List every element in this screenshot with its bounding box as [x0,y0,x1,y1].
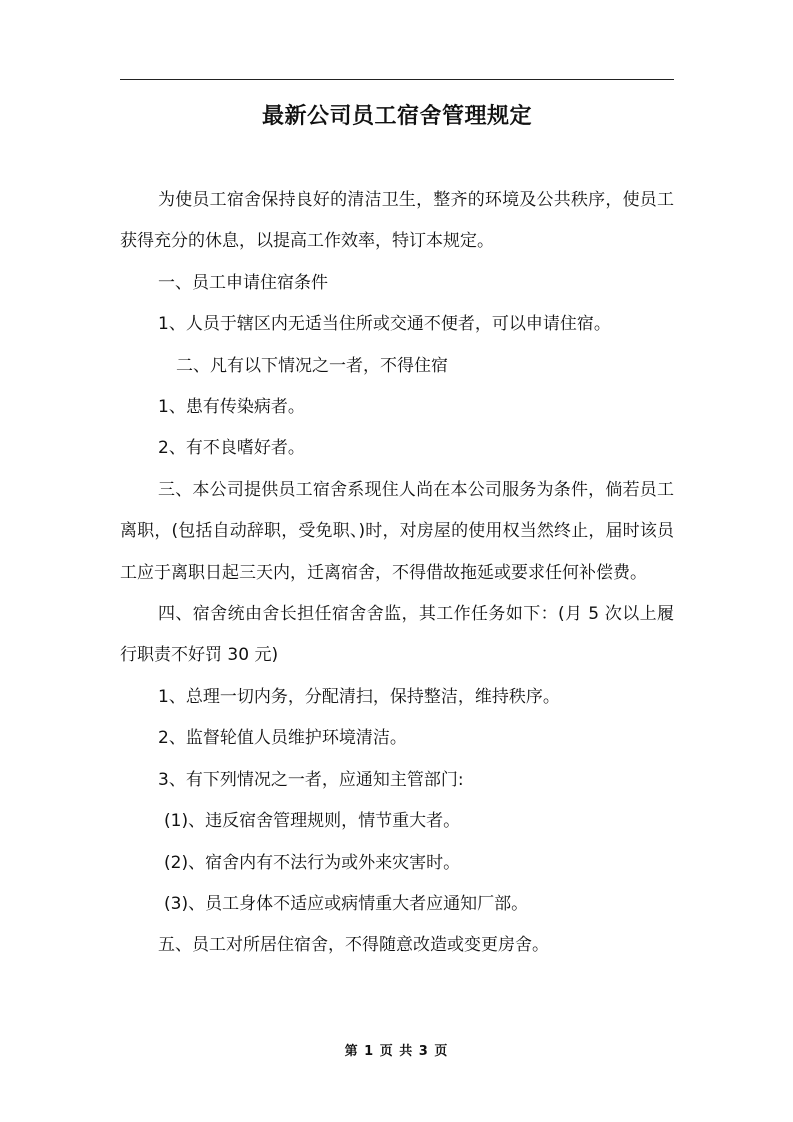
section-heading-2: 二、凡有以下情况之一者，不得住宿 [176,355,448,376]
list-item: 3、有下列情况之一者，应通知主管部门: [158,769,464,790]
section-heading-1: 一、员工申请住宿条件 [158,272,328,293]
sub-list-item: (2)、宿舍内有不法行为或外来灾害时。 [164,852,461,873]
section-paragraph-3: 三、本公司提供员工宿舍系现住人尚在本公司服务为条件，倘若员工离职，(包括自动辞职，受免职、)时，对房屋的使用权当然终止，届时该员工应于离职日起三天内，迁离宿舍，不得借故拖延或要求任何补偿费。 [120,479,674,583]
page-number: 第 1 页 共 3 页 [344,1044,449,1059]
list-item: 1、患有传染病者。 [158,397,305,418]
sub-list-item: (1)、违反宿舍管理规则，情节重大者。 [164,811,461,832]
header-rule [120,79,674,80]
document-body [120,180,674,967]
list-item: 2、有不良嗜好者。 [158,438,305,459]
list-item: 1、总理一切内务，分配清扫，保持整洁，维持秩序。 [158,686,560,707]
intro-paragraph: 为使员工宿舍保持良好的清洁卫生，整齐的环境及公共秩序，使员工获得充分的休息，以提高工作效率，特订本规定。 [120,190,674,252]
document-title: 最新公司员工宿舍管理规定 [261,104,532,129]
list-item: 2、监督轮值人员维护环境清洁。 [158,728,407,749]
sub-list-item: (3)、员工身体不适应或病情重大者应通知厂部。 [164,893,529,914]
section-paragraph-5: 五、员工对所居住宿舍，不得随意改造或变更房舍。 [158,935,549,956]
section-paragraph-4: 四、宿舍统由舍长担任宿舍舍监，其工作任务如下：(月 5 次以上履行职责不好罚 30 元) [120,604,674,666]
list-item: 1、人员于辖区内无适当住所或交通不便者，可以申请住宿。 [158,314,611,335]
